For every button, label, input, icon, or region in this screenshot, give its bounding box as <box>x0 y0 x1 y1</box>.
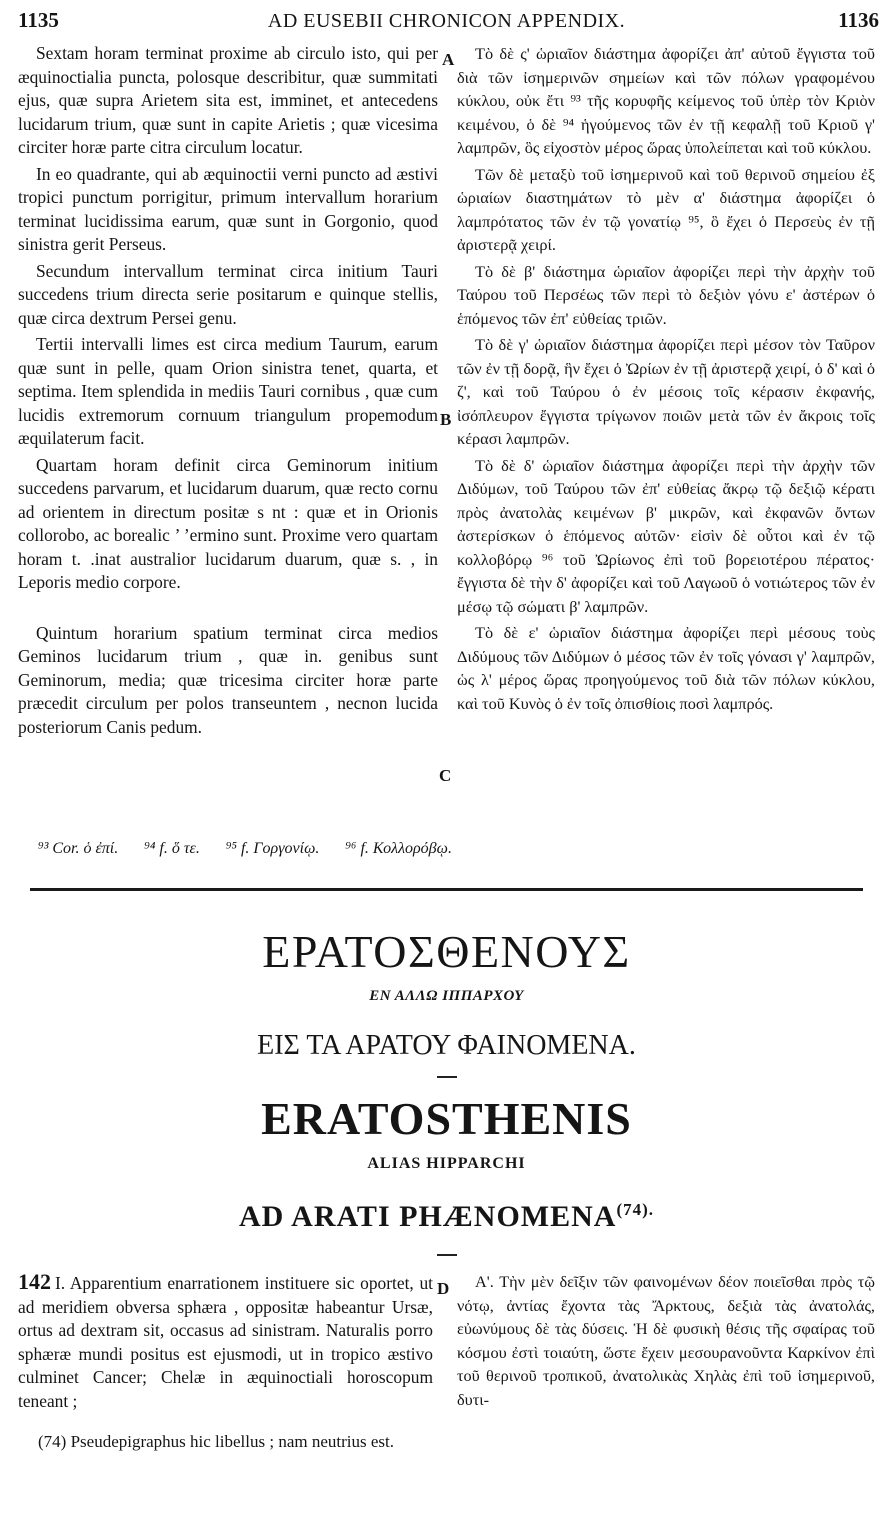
footnote: ⁹⁵ f. Γοργονίῳ. <box>225 840 320 857</box>
greek-subtitle-2: ΕΙΣ ΤΑ ΑΡΑΤΟΥ ΦΑΙΝΟΜΕΝΑ. <box>257 1030 636 1061</box>
margin-letter-a: A <box>442 50 455 69</box>
footnote: ⁹³ Cor. ὁ ἐπί. <box>38 840 119 857</box>
latin-title: ERATOSTHENIS <box>261 1093 632 1144</box>
footnote-ref-74: (74). <box>616 1200 655 1219</box>
greek-paragraph: Τὸ δὲ δ' ὡριαῖον διάστημα ἀφορίζει περὶ τὴν ἀρχὴν τῶν Διδύμων, τοῦ Ταύρου τῶν ἐπ' εὐθείας ἄκρῳ τῷ δεξιῷ κέρατι πρὸς ἀνατολὰς κειμένων β' μικρῶν, καὶ ἐκφανῶν ὄντων ἀστερίσκων ὁ ἑπόμενος αὐτῶν· εἰσὶν δὲ οὗτοι καὶ ἐν τῷ κολλοβόρῳ ⁹⁶ τοῦ Ὠρίωνος ἐπὶ τοῦ βορειοτέρου πέρατος· ἔγγιστα δὲ τὴν δ' ἀφορίζει καὶ τοῦ Λαγωοῦ ὁ νοτιώτερος τῶν ἐν μέσῳ τῷ σώματι β' λαμπρῶν. <box>457 455 875 616</box>
latin-paragraph: In eo quadrante, qui ab æquinoctii verni puncto ad æstivi tropici punctum porrigitur, primum intervallum horarium terminat lucidissima earum, quæ sunt in Gorgonio, quod sinistra gerit Perseus. <box>18 163 438 254</box>
greek-column-bottom <box>457 1270 875 1414</box>
latin-column-top <box>18 42 438 742</box>
greek-paragraph: Τὸ δὲ ε' ὡριαῖον διάστημα ἀφορίζει περὶ μέσους τοὺς Διδύμους τῶν Διδύμων ὁ μέσος τῶν ἐν τοῖς γόνασι γ' λαμπρῶν, ὡς λ' μέρος ὥρας προηγούμενος τοῦ διὰ τῶν πόλων κύκλου, καὶ τοῦ Κυνὸς ὁ ἐν τοῖς ὀπισθίοις ποσὶ λαμπρός. <box>457 623 875 713</box>
latin-paragraph: Tertii intervalli limes est circa medium Taurum, earum quæ sunt in pelle, quam Orion sinistra tenet, quarta, et septima. Item splendida in mediis Tauri cornibus , quæ cum lucidis extremorum cornuum triangulum propemodum æquilaterum facit. <box>18 334 438 448</box>
latin-subtitle-1: ALIAS HIPPARCHI <box>367 1155 526 1172</box>
greek-paragraph: Τὸ δὲ γ' ὡριαῖον διάστημα ἀφορίζει περὶ μέσον τὸν Ταῦρον τῶν ἐν τῇ δορᾷ, ἣν ἔχει ὁ Ὠρίων ἐν τῇ ἀριστερᾷ χειρί, ὁ δ' καὶ ὁ ζ', καὶ τοῦ Ταύρου ὁ ἐν μέσοις τοῖς κέρασιν ἐκφανής, ἰσόπλευρον ἔγγιστα τρίγωνον ποιῶν μετὰ τῶν ἐν ἄκροις τοῖς κέρασι λαμπρῶν. <box>457 335 875 448</box>
running-title: AD EUSEBII CHRONICON APPENDIX. <box>267 10 626 32</box>
footnote: ⁹⁴ f. ὅ τε. <box>144 840 200 857</box>
greek-column-top <box>457 42 875 718</box>
latin-paragraph-text: I. Apparentium enarrationem instituere sic oportet, ut ad meridiem obversa sphæra , oppositæ habeantur Ursæ, ortus ad dextram sit, occasus ad sinistram. Naturalis porro sphæræ mundi positus est ejusmodi, ut in tropico æstivo culminet Cancer; Chelæ in æquinoctiali horoscopum teneant ; <box>18 1273 433 1411</box>
margin-letter-c: C <box>439 766 452 785</box>
greek-paragraph: Τῶν δὲ μεταξὺ τοῦ ἰσημερινοῦ καὶ τοῦ θερινοῦ σημείου ἐξ ὡριαίων διαστημάτων τὸ μὲν α' διάστημα ἀφορίζει ὁ λαμπρότατος τῶν ἐν τῷ γονατίῳ ⁹⁵, ὃ ἔχει ὁ Περσεὺς ἐν τῇ ἀριστερᾷ χειρί. <box>457 164 875 254</box>
latin-paragraph: Quintum horarium spatium terminat circa medios Geminos lucidarum trium , quæ in. genibus sunt Geminorum, media; quæ tricesima circiter horæ parte præcedit circulum per polos transeuntem , necnon lucida posteriorum Canis pedum. <box>18 622 438 737</box>
footnote-74: (74) Pseudepigraphus hic libellus ; nam neutrius est. <box>38 1432 394 1451</box>
margin-letter-b: B <box>440 410 452 429</box>
greek-title: ΕΡΑΤΟΣΘΕΝΟΥΣ <box>262 926 631 977</box>
running-header <box>0 2 893 42</box>
greek-subtitle-1: ΕΝ ΑΛΛΩ ΙΠΠΑΡΧΟΥ <box>369 988 524 1004</box>
latin-paragraph <box>18 1270 433 1413</box>
section-divider <box>30 888 863 891</box>
latin-column-bottom <box>18 1270 433 1416</box>
latin-subtitle-2 <box>0 1200 893 1234</box>
latin-paragraph: Sextam horam terminat proxime ab circulo isto, qui per æquinoctialia puncta, polosque describitur, quæ summitati ejus, quæ supra Arietem sita est, imminet, et antecedens lucidarum trium, quæ sunt in capite Arietis ; quæ vicesima circiter horæ parte citra circulum locatur. <box>18 43 438 157</box>
greek-paragraph: Τὸ δὲ ς' ὡριαῖον διάστημα ἀφορίζει ἀπ' αὐτοῦ ἔγγιστα τοῦ διὰ τῶν ἰσημερινῶν σημείων καὶ τῶν πόλων γραφομένου κύκλου, οὐκ ἔτι ⁹³ τῆς κορυφῆς κείμενος τοῦ ὑπὲρ τὸν Κριὸν κειμένου, ὁ δὲ ⁹⁴ ἡγούμενος τῶν ἐν τῇ κεφαλῇ τοῦ Κριοῦ γ' λαμπρῶν, ὃς εἰχοστὸν μέρος ὥρας ὑπολείπεται καὶ τοῦ κύκλου. <box>457 44 875 157</box>
footnote: ⁹⁶ f. Κολλορόβῳ. <box>345 840 452 857</box>
latin-paragraph: Quartam horam definit circa Geminorum initium succedens parvarum, et lucidarum duarum, quæ recto cornu ad orientem in directum positæ s nt : quæ et in Orionis collorobo, ac borealic ’ ’ermino sunt. Proxime vero quartam horam t. .inat australior lucidarum duarum, quæ s. , in Leporis medio corpore. <box>18 454 438 592</box>
right-page-number: 1136 <box>838 8 879 32</box>
title-dash <box>437 1076 457 1078</box>
title-dash <box>437 1254 457 1256</box>
latin-paragraph: Secundum intervallum terminat circa initium Tauri succedens trium directa serie positarum e quinque stellis, quæ circa dextrum Persei genu. <box>18 260 438 328</box>
left-page-number: 1135 <box>18 8 59 32</box>
greek-paragraph: Τὸ δὲ β' διάστημα ὡριαῖον ἀφορίζει περὶ τὴν ἀρχὴν τοῦ Ταύρου τοῦ Περσέως τῶν περὶ τὸ δεξιὸν γόνυ ε' ἀστέρων ὁ ἑπόμενος τῶν ἐπ' εὐθείας τριῶν. <box>457 261 875 328</box>
section-page-number: 142 <box>18 1269 51 1294</box>
latin-subtitle-2-text: AD ARATI PHÆNOMENA <box>238 1200 617 1233</box>
margin-letter-d: D <box>437 1279 450 1298</box>
greek-paragraph: Α'. Τὴν μὲν δεῖξιν τῶν φαινομένων δέον ποιεῖσθαι πρὸς τῷ νότῳ, ἀντίας ἔχοντα τὰς Ἄρκτους, δεξιὰ τὰς ἀνατολάς, εὐωνύμους δὲ τὰς δύσεις. Ἡ δὲ φυσικὴ θέσις τῆς σφαίρας τοῦ κόσμου ἐστὶ τοιαύτη, ὥστε ἔχειν μεσουρανοῦντα Καρκίνον ἐπὶ τοῦ θερινοῦ τροπικοῦ, ἀνατολικὰς Χηλὰς ἐπὶ τοῦ ἰσημερινοῦ, δυτι- <box>457 1272 875 1409</box>
footnotes <box>38 840 474 858</box>
